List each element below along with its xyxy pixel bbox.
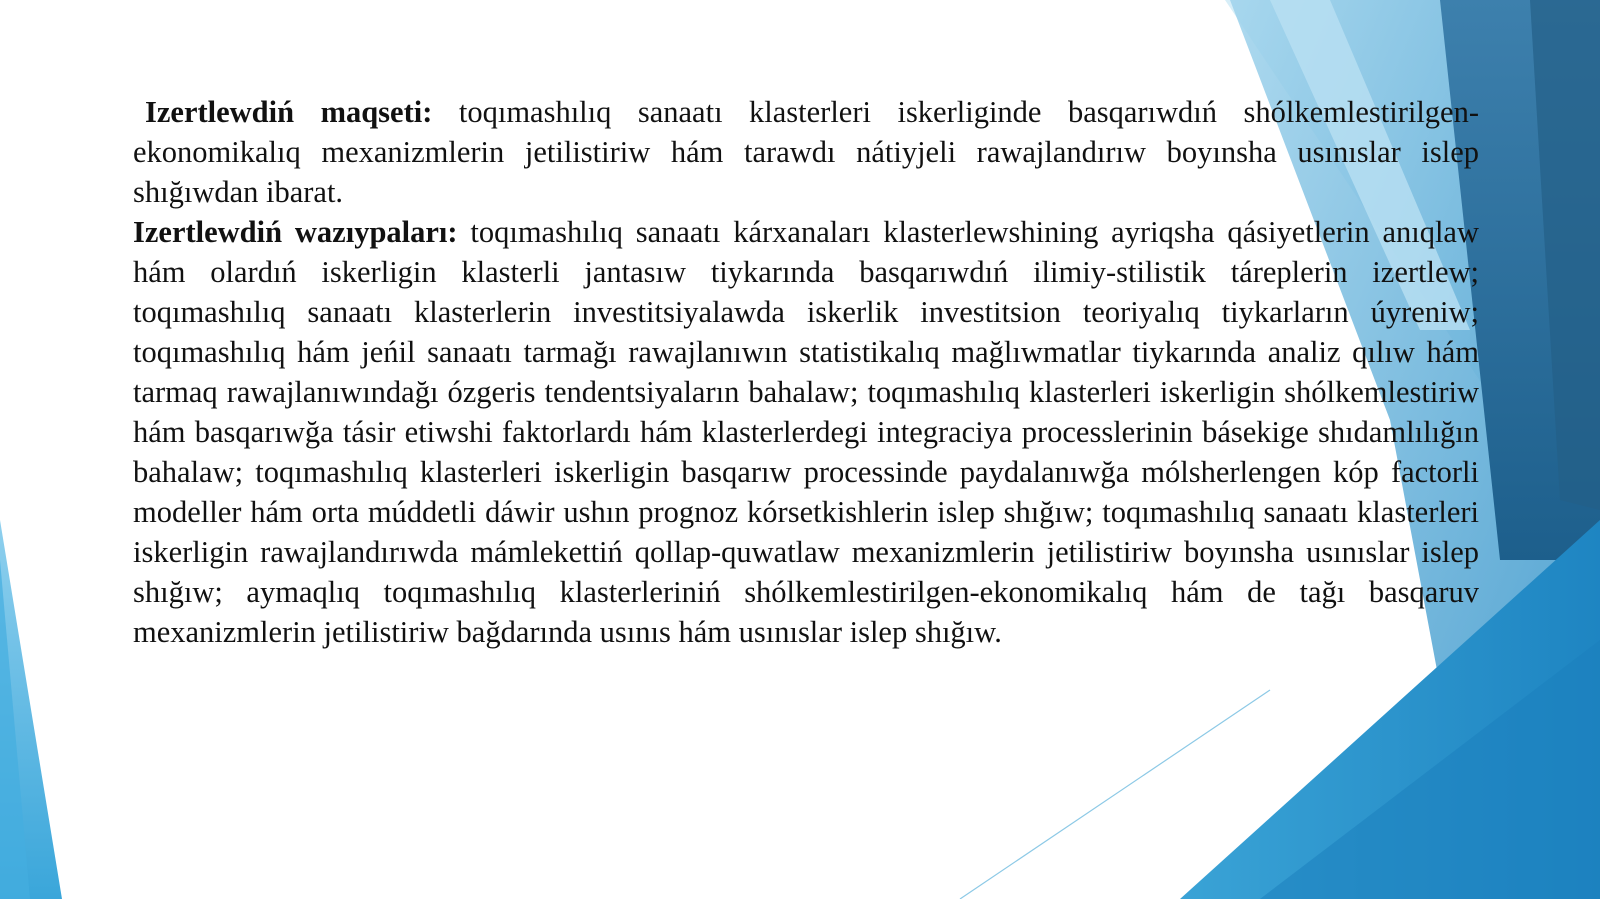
objective-text: toqımashılıq sanaatı klasterleri iskerliginde basqarıwdıń shólkemlestirilgen-ekonomikalıq mexanizmlerin jetilistiriw hám tarawdı nátiyjeli rawajlandırıw boyınsha usınıslar islep shığıwdan ibarat. [133,95,1479,209]
slide-body [133,92,1479,652]
objective-heading: Izertlewdiń maqseti: [145,95,433,129]
tasks-paragraph [133,212,1479,652]
tasks-heading: Izertlewdiń wazıypaları: [133,215,458,249]
objective-paragraph [133,92,1479,212]
tasks-text: toqımashılıq sanaatı kárxanaları klasterlewshining ayriqsha qásiyetlerin anıqlaw hám olardıń iskerligin klasterli jantasıw tiykarında basqarıwdıń ilimiy-stilistik táreplerin izertlew; toqımashılıq sanaatı klasterlerin investitsiyalawda iskerlik investitsion teoriyalıq tiykarların úyreniw; toqımashılıq hám jeńil sanaatı tarmağı rawajlanıwın statistikalıq mağlıwmatlar tiykarında analiz qılıw hám tarmaq rawajlanıwındağı ózgeris tendentsiyaların bahalaw; toqımashılıq klasterleri iskerligin shólkemlestiriw hám basqarıwğa tásir etiwshi faktorlardı hám klasterlerdegi integraciya processlerinin básekige shıdamlılığın bahalaw; toqımashılıq klasterleri iskerligin basqarıw processinde paydalanıwğa mólsherlengen kóp factorli modeller hám orta múddetli dáwir ushın prognoz kórsetkishlerin islep shığıw; toqımashılıq sanaatı klasterleri iskerligin rawajlandırıwda mámlekettiń qollap-quwatlaw mexanizmlerin jetilistiriw boyınsha usınıslar islep shığıw; aymaqlıq toqımashılıq klasterleriniń shólkemlestirilgen-ekonomikalıq hám de tağı basqaruv mexanizmlerin jetilistiriw bağdarında usınıs hám usınıslar islep shığıw. [133,215,1479,649]
